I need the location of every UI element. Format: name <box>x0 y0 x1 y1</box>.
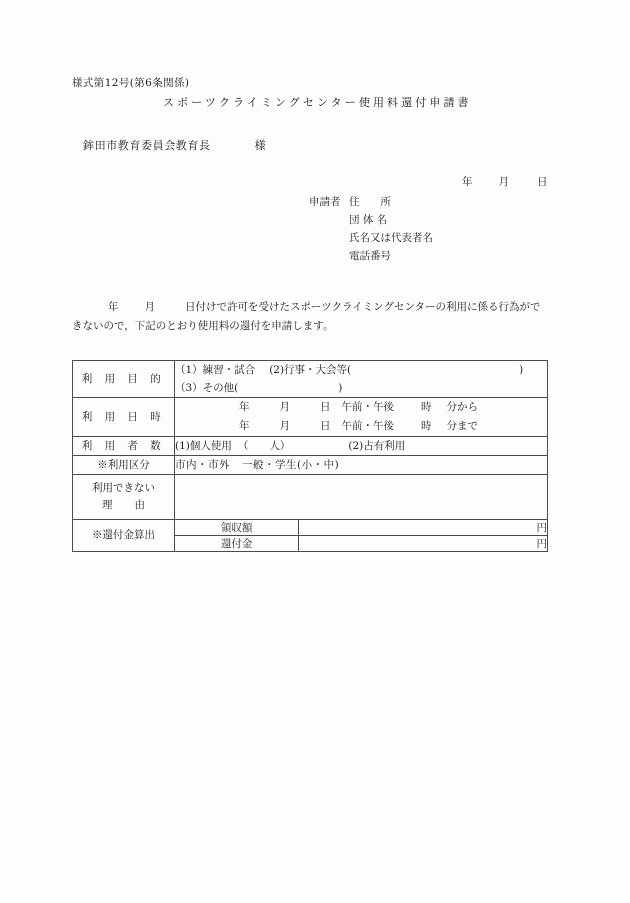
row-label-category: ※利用区分 <box>73 456 175 475</box>
table-row-refund-received <box>73 520 548 536</box>
datetime-from-ampm[interactable]: 午前・午後 <box>341 401 394 413</box>
row-value-reason[interactable] <box>175 475 548 520</box>
refund-amount-refund[interactable] <box>299 536 548 552</box>
applicant-field-address: 住 所 <box>349 196 391 208</box>
datetime-from-month: 月 <box>279 401 290 413</box>
refund-amount-refund-unit: 円 <box>536 538 547 550</box>
applicant-block <box>309 193 433 265</box>
applicant-row-organization <box>309 211 433 229</box>
applicant-label: 申請者 <box>309 196 341 208</box>
row-label-refund: ※還付金算出 <box>73 520 175 552</box>
form-number: 様式第12号(第6条関係) <box>72 77 190 89</box>
row-label-users: 利 用 者 数 <box>73 437 175 456</box>
body-text-line1: 日付けで許可を受けたスポーツクライミングセンターの利用に係る行為ができないの <box>72 301 541 332</box>
purpose-option-2-close: ) <box>519 364 524 376</box>
row-value-users <box>175 437 548 456</box>
body-text-line2: で，下記のとおり使用料の還付を申請します。 <box>114 320 334 332</box>
users-option-1-count[interactable]: （ 人） <box>237 440 291 452</box>
body-month-label: 月 <box>144 301 155 313</box>
row-value-purpose <box>175 361 548 398</box>
table-row-purpose <box>73 361 548 398</box>
applicant-field-name: 氏名又は代表者名 <box>349 232 433 244</box>
row-value-category <box>175 456 548 475</box>
addressee-line <box>83 137 266 153</box>
applicant-row-address <box>309 193 433 211</box>
date-month-label: 月 <box>498 176 509 188</box>
reason-label-line-2 <box>73 497 174 514</box>
users-option-1[interactable]: (1)個人使用 <box>175 440 232 452</box>
refund-sub-label-received: 領収額 <box>175 520 299 536</box>
applicant-field-organization: 団 体 名 <box>349 214 388 226</box>
datetime-to-day: 日 <box>320 420 331 432</box>
purpose-line-2 <box>175 379 547 397</box>
purpose-option-1[interactable]: （1）練習・試合 <box>175 364 256 376</box>
datetime-to-year: 年 <box>239 420 250 432</box>
datetime-to-hour: 時 <box>421 420 432 432</box>
table-row-datetime <box>73 398 548 437</box>
purpose-option-2[interactable]: (2)行事・大会等( <box>269 364 352 376</box>
datetime-from-minute: 分から <box>446 401 478 413</box>
body-year-label: 年 <box>108 301 119 313</box>
row-label-reason <box>73 475 175 520</box>
date-day-label: 日 <box>537 176 548 188</box>
datetime-from-line <box>175 398 547 417</box>
row-label-purpose: 利 用 目 的 <box>73 361 175 398</box>
refund-sub-label-refund: 還付金 <box>175 536 299 552</box>
row-value-datetime[interactable] <box>175 398 548 437</box>
purpose-line-1 <box>175 361 547 379</box>
category-area[interactable]: 市内・市外 <box>175 459 230 471</box>
datetime-from-day: 日 <box>320 401 331 413</box>
page-title: スポーツクライミングセンター使用料還付申請書 <box>163 96 472 109</box>
date-year-label: 年 <box>462 176 473 188</box>
purpose-option-3[interactable]: （3）その他( <box>175 382 239 394</box>
addressee-honorific: 様 <box>254 139 267 152</box>
datetime-to-line <box>175 417 547 436</box>
refund-amount-received-unit: 円 <box>536 522 547 534</box>
datetime-to-ampm[interactable]: 午前・午後 <box>341 420 394 432</box>
row-label-datetime: 利 用 日 時 <box>73 398 175 437</box>
table-row-users <box>73 437 548 456</box>
table-row-category <box>73 456 548 475</box>
reason-label-line-1: 利用できない <box>92 482 155 494</box>
applicant-field-phone: 電話番号 <box>349 250 391 262</box>
datetime-from-hour: 時 <box>421 401 432 413</box>
users-option-2[interactable]: (2)占有利用 <box>348 440 406 452</box>
addressee-name: 鉾田市教育委員会教育長 <box>83 139 211 152</box>
body-paragraph <box>72 298 550 336</box>
category-type[interactable]: 一般・学生(小・中) <box>242 459 340 471</box>
table-row-reason <box>73 475 548 520</box>
applicant-row-name <box>309 229 433 247</box>
datetime-from-year: 年 <box>239 401 250 413</box>
purpose-option-3-close: ) <box>338 382 343 394</box>
application-table <box>72 360 548 552</box>
submission-date-line <box>462 174 548 189</box>
datetime-to-month: 月 <box>279 420 290 432</box>
datetime-to-minute: 分まで <box>446 420 478 432</box>
reason-label-char-1: 理 <box>102 499 135 511</box>
refund-amount-received[interactable] <box>299 520 548 536</box>
reason-label-char-2: 由 <box>134 499 145 511</box>
applicant-row-phone <box>309 247 433 265</box>
